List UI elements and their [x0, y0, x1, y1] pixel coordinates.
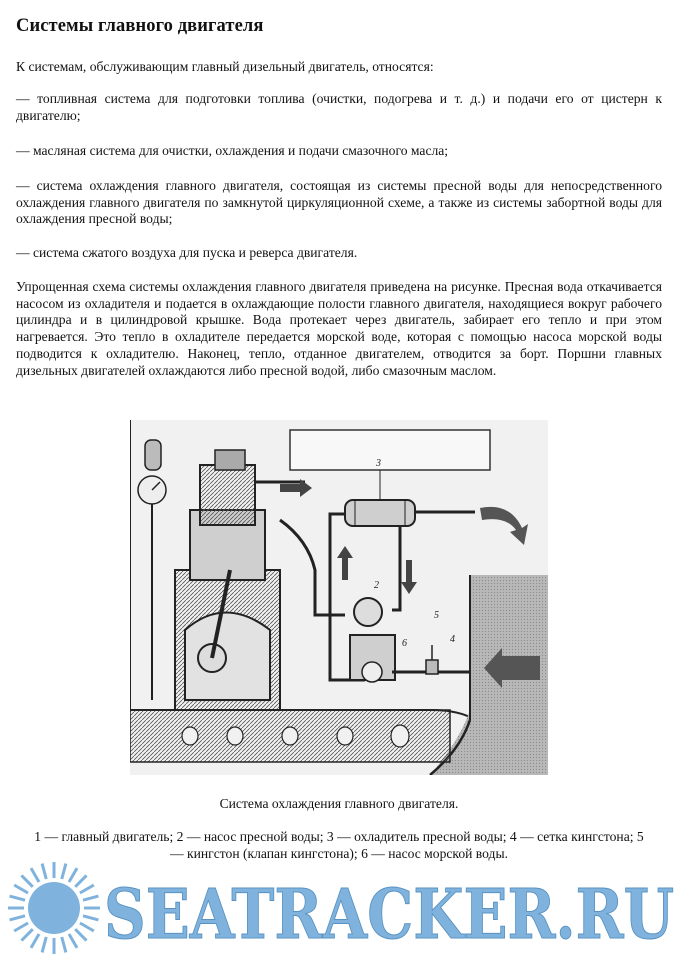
- list-item-cooling-system: — система охлаждения главного двигателя, состоящая из системы пресной воды для непосредственного охлаждения главного двигателя по замкнутой циркуляционной схеме, а также из системы забортной воды для охлаждения пресной воды;: [16, 178, 662, 227]
- sun-ray: [10, 916, 25, 920]
- sun-ray: [75, 875, 86, 886]
- label-kingston-valve-number: 5: [434, 610, 439, 621]
- cooling-system-diagram: [130, 420, 548, 775]
- sun-ray: [10, 896, 25, 900]
- intro-paragraph: К системам, обслуживающим главный дизельный двигатель, относятся:: [16, 59, 434, 74]
- label-kingston-grid-number: 4: [450, 634, 455, 645]
- figure-caption: Система охлаждения главного двигателя.: [219, 796, 459, 811]
- figure-legend: 1 — главный двигатель; 2 — насос пресной воды; 3 — охладитель пресной воды; 4 — сетка кингстона; 5 — кингстон (клапан кингстона); 6 — насос морской воды.: [34, 829, 644, 861]
- label-cooler-number: 3: [376, 458, 381, 469]
- sun-ray: [14, 923, 28, 931]
- sun-ray: [21, 875, 32, 886]
- sun-ray: [31, 868, 39, 882]
- sun-ray: [83, 896, 98, 900]
- watermark-text: SEATRACKER.RU: [104, 875, 674, 952]
- sun-ray: [42, 937, 46, 952]
- sun-ray: [62, 864, 66, 879]
- label-seawater-pump-number: 6: [402, 638, 407, 649]
- sun-ray: [80, 885, 94, 893]
- sun-ray: [62, 937, 66, 952]
- sun-ray: [21, 929, 32, 940]
- list-item-oil-system: — масляная система для очистки, охлаждения и подачи смазочного масла;: [16, 143, 449, 158]
- watermark-logo: [104, 866, 678, 952]
- sun-ray: [69, 934, 77, 948]
- page-title: Системы главного двигателя: [16, 16, 264, 36]
- list-item-fuel-system: — топливная система для подготовки топлива (очистки, подогрева и т. д.) и подачи его от цистерн к двигателю;: [16, 91, 662, 123]
- sun-ray: [75, 929, 86, 940]
- sun-ray: [31, 934, 39, 948]
- sun-logo-icon: [6, 860, 102, 956]
- sun-ray: [42, 864, 46, 879]
- sun-ray: [69, 868, 77, 882]
- sun-ray: [83, 916, 98, 920]
- sun-ray: [14, 885, 28, 893]
- list-item-air-system: — система сжатого воздуха для пуска и реверса двигателя.: [16, 245, 358, 260]
- sun-ray: [80, 923, 94, 931]
- description-paragraph: Упрощенная схема системы охлаждения главного двигателя приведена на рисунке. Пресная вода откачивается насосом из охладителя и подается в охлаждающие полости главного двигателя, находящиеся вокруг рабочего цилиндра и в цилиндровой крышке. Вода протекает через двигатель, забирает его тепло и при этом нагревается. Это тепло в охладителе передается морской воде, которая с помощью насоса морской воды подводится к охладителю. Наконец, тепло, отданное двигателем, отводится за борт. Поршни главных дизельных двигателей охлаждаются либо пресной водой, либо смазочным маслом.: [16, 279, 662, 378]
- label-freshwater-pump-number: 2: [374, 580, 379, 591]
